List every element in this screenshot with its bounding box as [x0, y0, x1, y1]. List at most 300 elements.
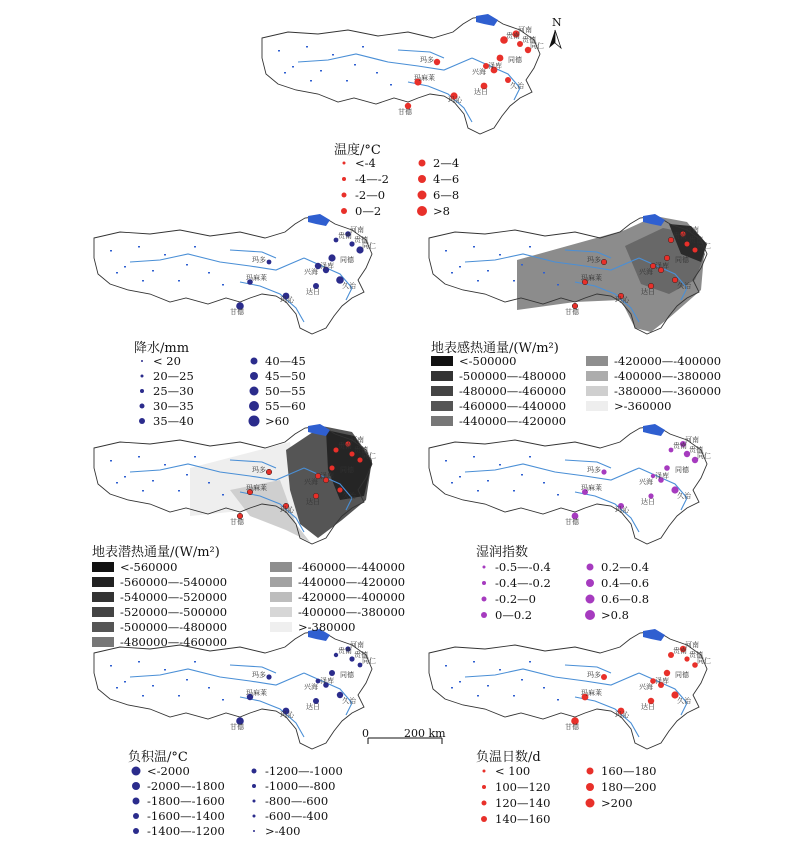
- legend-label: -520000—-500000: [120, 605, 228, 619]
- station-label: 贵南: [338, 647, 352, 655]
- station-marker: [497, 55, 504, 62]
- river: [240, 697, 304, 737]
- legend-label: 30—35: [153, 399, 194, 413]
- legend-item: [414, 172, 459, 186]
- legend-label: >60: [265, 414, 290, 428]
- legend-label: -460000—-440000: [459, 399, 567, 413]
- small-lake: [138, 456, 140, 458]
- legend-dot: [249, 401, 259, 411]
- legend-dot: [249, 416, 260, 427]
- station-label: 同仁: [362, 242, 376, 250]
- humidity-legend-title: 湿润指数: [476, 545, 529, 560]
- station-label: 兴海: [304, 478, 318, 486]
- small-lake: [346, 80, 348, 82]
- station-label: 同德: [675, 466, 689, 474]
- legend-dot: [133, 813, 139, 819]
- negative-temperature-days-map: [425, 625, 715, 755]
- small-lake: [332, 54, 334, 56]
- station-label: 达日: [641, 288, 655, 296]
- legend-item: [586, 354, 721, 368]
- legend-item: [336, 156, 376, 170]
- small-lake: [164, 669, 166, 671]
- small-lake: [543, 272, 545, 274]
- legend-label: >0.8: [601, 608, 629, 622]
- small-lake: [513, 490, 515, 492]
- legend-label: < 100: [495, 764, 531, 778]
- legend-swatch: [270, 607, 292, 617]
- small-lake: [459, 266, 461, 268]
- river: [130, 669, 304, 685]
- station-label: 久治: [510, 82, 524, 90]
- station-label: 达日: [474, 88, 488, 96]
- small-lake: [152, 480, 154, 482]
- legend-item: [582, 592, 649, 606]
- legend-label: <-500000: [459, 354, 517, 368]
- legend-label: -1000—-800: [265, 779, 336, 793]
- small-lake: [477, 280, 479, 282]
- small-lake: [306, 46, 308, 48]
- station-label: 玛沁: [615, 296, 629, 304]
- legend-dot: [342, 193, 347, 198]
- station-label: 甘德: [230, 723, 244, 731]
- legend-label: -800—-600: [265, 794, 329, 808]
- legend-item: [134, 384, 194, 398]
- small-lake: [310, 80, 312, 82]
- legend-label: 160—180: [601, 764, 657, 778]
- small-lake: [138, 661, 140, 663]
- legend-item: [92, 575, 227, 589]
- small-lake: [390, 84, 392, 86]
- legend-dot: [132, 767, 141, 776]
- legend-dot: [141, 375, 144, 378]
- station-marker: [664, 465, 670, 471]
- station-label: 久治: [342, 282, 356, 290]
- legend-label: 180—200: [601, 780, 657, 794]
- legend-label: -380000—-360000: [614, 384, 722, 398]
- small-lake: [164, 464, 166, 466]
- legend-item: [476, 812, 550, 826]
- negative-accumulated-temperature-legend-title: 负积温/°C: [128, 750, 188, 765]
- legend-label: 20—25: [153, 369, 194, 383]
- precipitation-legend-title: 降水/mm: [134, 341, 190, 356]
- small-lake: [487, 685, 489, 687]
- legend-dot: [418, 175, 426, 183]
- station-label: 贵德: [689, 446, 703, 454]
- legend-label: >-400: [265, 824, 301, 838]
- small-lake: [186, 474, 188, 476]
- legend-label: 120—140: [495, 796, 551, 810]
- station-label: 玛沁: [615, 711, 629, 719]
- legend-item: [431, 399, 566, 413]
- legend-label: -400000—-380000: [298, 605, 406, 619]
- station-label: 甘德: [565, 308, 579, 316]
- legend-label: 45—50: [265, 369, 306, 383]
- station-label: 玛麻莱: [246, 484, 267, 492]
- station-label: 玛多: [587, 671, 601, 679]
- station-label: 贵南: [673, 442, 687, 450]
- legend-label: >200: [601, 796, 633, 810]
- station-marker: [267, 260, 272, 265]
- legend-item: [476, 780, 550, 794]
- legend-label: <-560000: [120, 560, 178, 574]
- station-label: 久治: [342, 697, 356, 705]
- legend-item: [134, 369, 194, 383]
- small-lake: [178, 695, 180, 697]
- legend-swatch: [431, 386, 453, 396]
- river: [465, 669, 639, 685]
- station-label: 同仁: [362, 657, 376, 665]
- legend-label: -1200—-1000: [265, 764, 343, 778]
- small-lake: [142, 280, 144, 282]
- small-lake: [513, 280, 515, 282]
- small-lake: [521, 474, 523, 476]
- legend-label: 40—45: [265, 354, 306, 368]
- legend-label: -440000—-420000: [459, 414, 567, 428]
- legend-dot: [587, 564, 594, 571]
- legend-swatch: [92, 562, 114, 572]
- station-label: 兴海: [639, 683, 653, 691]
- station-marker: [328, 254, 335, 261]
- station-label: 兴海: [639, 268, 653, 276]
- legend-item: [586, 384, 721, 398]
- sensible-heat-legend-title: 地表感热通量/(W/m²): [431, 341, 559, 356]
- legend-dot: [586, 595, 595, 604]
- small-lake: [116, 272, 118, 274]
- negative-temperature-days-legend: [476, 764, 676, 834]
- small-lake: [194, 661, 196, 663]
- station-label: 久治: [677, 492, 691, 500]
- station-label: 达日: [641, 703, 655, 711]
- legend-label: 0—2: [355, 204, 382, 218]
- small-lake: [208, 687, 210, 689]
- station-label: 贵德: [689, 651, 703, 659]
- station-label: 玛麻莱: [581, 274, 602, 282]
- legend-item: [476, 560, 551, 574]
- legend-swatch: [431, 416, 453, 426]
- legend-dot: [482, 801, 487, 806]
- lake: [476, 14, 498, 26]
- humidity-map: [425, 420, 715, 550]
- legend-dot: [417, 206, 427, 216]
- river: [465, 464, 639, 480]
- station-label: 同德: [508, 56, 522, 64]
- legend-label: -560000—-540000: [120, 575, 228, 589]
- legend-dot: [139, 418, 145, 424]
- legend-label: 50—55: [265, 384, 306, 398]
- legend-label: -1400—-1200: [147, 824, 225, 838]
- station-label: 河南: [685, 226, 699, 234]
- small-lake: [543, 687, 545, 689]
- small-lake: [473, 246, 475, 248]
- legend-label: 25—30: [153, 384, 194, 398]
- station-label: 河南: [350, 436, 364, 444]
- river: [408, 82, 472, 122]
- small-lake: [222, 699, 224, 701]
- legend-swatch: [92, 607, 114, 617]
- legend-swatch: [270, 622, 292, 632]
- legend-label: -2000—-1800: [147, 779, 225, 793]
- legend-label: >-380000: [298, 620, 356, 634]
- humidity-legend: [476, 560, 676, 630]
- station-label: 贵德: [354, 651, 368, 659]
- station-label: 玛多: [252, 256, 266, 264]
- small-lake: [557, 284, 559, 286]
- station-label: 贵南: [673, 232, 687, 240]
- legend-label: -540000—-520000: [120, 590, 228, 604]
- temperature-legend: [336, 156, 476, 216]
- lake: [643, 629, 665, 641]
- legend-label: -2—0: [355, 188, 386, 202]
- legend-dot: [132, 782, 140, 790]
- station-label: 贵德: [689, 236, 703, 244]
- legend-dot: [342, 177, 346, 181]
- legend-label: < 20: [153, 354, 181, 368]
- station-marker: [434, 59, 440, 65]
- station-label: 兴海: [304, 683, 318, 691]
- precipitation-legend: [134, 354, 334, 434]
- legend-swatch: [431, 401, 453, 411]
- legend-label: -440000—-420000: [298, 575, 406, 589]
- station-label: 久治: [342, 492, 356, 500]
- legend-item: [336, 204, 381, 218]
- small-lake: [529, 661, 531, 663]
- small-lake: [284, 72, 286, 74]
- station-label: 甘德: [565, 723, 579, 731]
- legend-label: -460000—-440000: [298, 560, 406, 574]
- legend-label: -480000—-460000: [120, 635, 228, 649]
- legend-item: [246, 399, 306, 413]
- station-label: 泽库: [655, 262, 669, 270]
- small-lake: [445, 460, 447, 462]
- legend-item: [582, 576, 649, 590]
- small-lake: [459, 681, 461, 683]
- station-label: 达日: [306, 498, 320, 506]
- temperature-legend-title: 温度/°C: [334, 143, 381, 158]
- legend-item: [582, 764, 656, 778]
- legend-dot: [586, 579, 594, 587]
- region-boundary: [429, 426, 707, 544]
- legend-label: >-360000: [614, 399, 672, 413]
- precipitation-map: [90, 210, 380, 340]
- small-lake: [445, 250, 447, 252]
- legend-label: <-4: [355, 156, 376, 170]
- station-label: 同德: [340, 671, 354, 679]
- station-label: 久治: [677, 697, 691, 705]
- small-lake: [487, 480, 489, 482]
- station-label: 泽库: [488, 62, 502, 70]
- river: [298, 54, 472, 70]
- legend-item: [476, 796, 550, 810]
- latent-heat-legend-title: 地表潜热通量/(W/m²): [92, 545, 220, 560]
- legend-swatch: [92, 577, 114, 587]
- legend-dot: [250, 372, 258, 380]
- legend-swatch: [586, 371, 608, 381]
- legend-item: [134, 354, 181, 368]
- small-lake: [473, 661, 475, 663]
- station-label: 玛麻莱: [246, 689, 267, 697]
- small-lake: [362, 46, 364, 48]
- legend-label: -0.5—-0.4: [495, 560, 551, 574]
- legend-dot: [140, 404, 145, 409]
- small-lake: [459, 476, 461, 478]
- station-label: 玛麻莱: [246, 274, 267, 282]
- small-lake: [487, 270, 489, 272]
- small-lake: [473, 456, 475, 458]
- legend-item: [270, 620, 355, 634]
- legend-label: 2—4: [433, 156, 460, 170]
- station-label: 玛沁: [280, 711, 294, 719]
- legend-label: 4—6: [433, 172, 460, 186]
- legend-dot: [252, 769, 257, 774]
- legend-swatch: [270, 592, 292, 602]
- legend-item: [92, 635, 227, 649]
- small-lake: [376, 72, 378, 74]
- legend-swatch: [92, 592, 114, 602]
- legend-item: [582, 796, 633, 810]
- legend-item: [476, 608, 532, 622]
- station-label: 河南: [350, 226, 364, 234]
- legend-item: [134, 414, 194, 428]
- legend-label: 140—160: [495, 812, 551, 826]
- legend-label: 55—60: [265, 399, 306, 413]
- legend-label: -420000—-400000: [298, 590, 406, 604]
- legend-item: [270, 605, 405, 619]
- station-label: 玛多: [252, 466, 266, 474]
- legend-item: [431, 369, 566, 383]
- legend-dot: [587, 768, 594, 775]
- small-lake: [521, 264, 523, 266]
- legend-item: [270, 590, 405, 604]
- latent-heat-map: [90, 420, 380, 550]
- legend-item: [431, 354, 516, 368]
- station-label: 玛多: [587, 256, 601, 264]
- legend-dot: [586, 783, 594, 791]
- small-lake: [186, 679, 188, 681]
- scale-zero-label: 0: [362, 727, 369, 740]
- legend-label: 0.4—0.6: [601, 576, 650, 590]
- legend-item: [582, 560, 649, 574]
- legend-label: -0.4—-0.2: [495, 576, 551, 590]
- negative-accumulated-temperature-legend: [128, 764, 388, 844]
- legend-dot: [483, 770, 486, 773]
- small-lake: [222, 494, 224, 496]
- legend-dot: [482, 597, 487, 602]
- station-label: 同德: [675, 256, 689, 264]
- station-label: 达日: [306, 703, 320, 711]
- legend-dot: [418, 191, 427, 200]
- legend-item: [336, 188, 385, 202]
- station-label: 贵德: [354, 236, 368, 244]
- station-label: 泽库: [655, 472, 669, 480]
- legend-item: [582, 608, 629, 622]
- legend-item: [92, 605, 227, 619]
- legend-label: -500000—-480000: [120, 620, 228, 634]
- station-label: 河南: [518, 26, 532, 34]
- legend-item: [431, 414, 566, 428]
- legend-item: [246, 369, 306, 383]
- legend-dot: [133, 798, 140, 805]
- legend-item: [246, 764, 343, 778]
- legend-item: [431, 384, 566, 398]
- small-lake: [124, 266, 126, 268]
- legend-item: [92, 590, 227, 604]
- legend-dot: [140, 389, 144, 393]
- station-marker: [601, 259, 607, 265]
- legend-dot: [341, 208, 347, 214]
- station-marker: [601, 469, 606, 474]
- legend-item: [336, 172, 389, 186]
- small-lake: [278, 50, 280, 52]
- small-lake: [557, 494, 559, 496]
- small-lake: [477, 695, 479, 697]
- legend-swatch: [586, 356, 608, 366]
- small-lake: [110, 665, 112, 667]
- legend-swatch: [92, 622, 114, 632]
- scale-distance-label: 200 km: [404, 727, 446, 740]
- station-label: 玛麻莱: [414, 74, 435, 82]
- legend-label: 0—0.2: [495, 608, 533, 622]
- legend-label: -500000—-480000: [459, 369, 567, 383]
- small-lake: [138, 246, 140, 248]
- station-label: 兴海: [472, 68, 486, 76]
- station-label: 同德: [340, 466, 354, 474]
- small-lake: [124, 681, 126, 683]
- station-label: 贵德: [354, 446, 368, 454]
- legend-item: [582, 780, 656, 794]
- station-label: 甘德: [230, 518, 244, 526]
- small-lake: [116, 482, 118, 484]
- legend-item: [414, 188, 459, 202]
- station-label: 甘德: [565, 518, 579, 526]
- legend-dot: [253, 800, 256, 803]
- river: [130, 254, 304, 270]
- station-label: 玛多: [252, 671, 266, 679]
- station-label: 玛沁: [615, 506, 629, 514]
- station-marker: [601, 674, 607, 680]
- station-label: 贵德: [522, 36, 536, 44]
- station-label: 贵南: [506, 32, 520, 40]
- small-lake: [186, 264, 188, 266]
- legend-item: [134, 399, 194, 413]
- legend-label: <-2000: [147, 764, 190, 778]
- station-label: 贵南: [673, 647, 687, 655]
- legend-dot: [141, 360, 143, 362]
- small-lake: [142, 695, 144, 697]
- station-label: 兴海: [304, 268, 318, 276]
- legend-item: [270, 560, 405, 574]
- legend-swatch: [431, 371, 453, 381]
- legend-label: 35—40: [153, 414, 194, 428]
- legend-label: 100—120: [495, 780, 551, 794]
- legend-swatch: [270, 562, 292, 572]
- station-label: 河南: [350, 641, 364, 649]
- legend-label: -0.2—0: [495, 592, 536, 606]
- region-boundary: [429, 631, 707, 749]
- legend-swatch: [431, 356, 453, 366]
- small-lake: [208, 482, 210, 484]
- legend-item: [586, 369, 721, 383]
- legend-label: -1800—-1600: [147, 794, 225, 808]
- small-lake: [178, 280, 180, 282]
- legend-label: >8: [433, 204, 450, 218]
- legend-dot: [419, 160, 426, 167]
- river: [575, 492, 639, 532]
- legend-item: [476, 576, 551, 590]
- river: [240, 282, 304, 322]
- station-label: 玛麻莱: [581, 689, 602, 697]
- station-label: 泽库: [655, 677, 669, 685]
- legend-swatch: [270, 577, 292, 587]
